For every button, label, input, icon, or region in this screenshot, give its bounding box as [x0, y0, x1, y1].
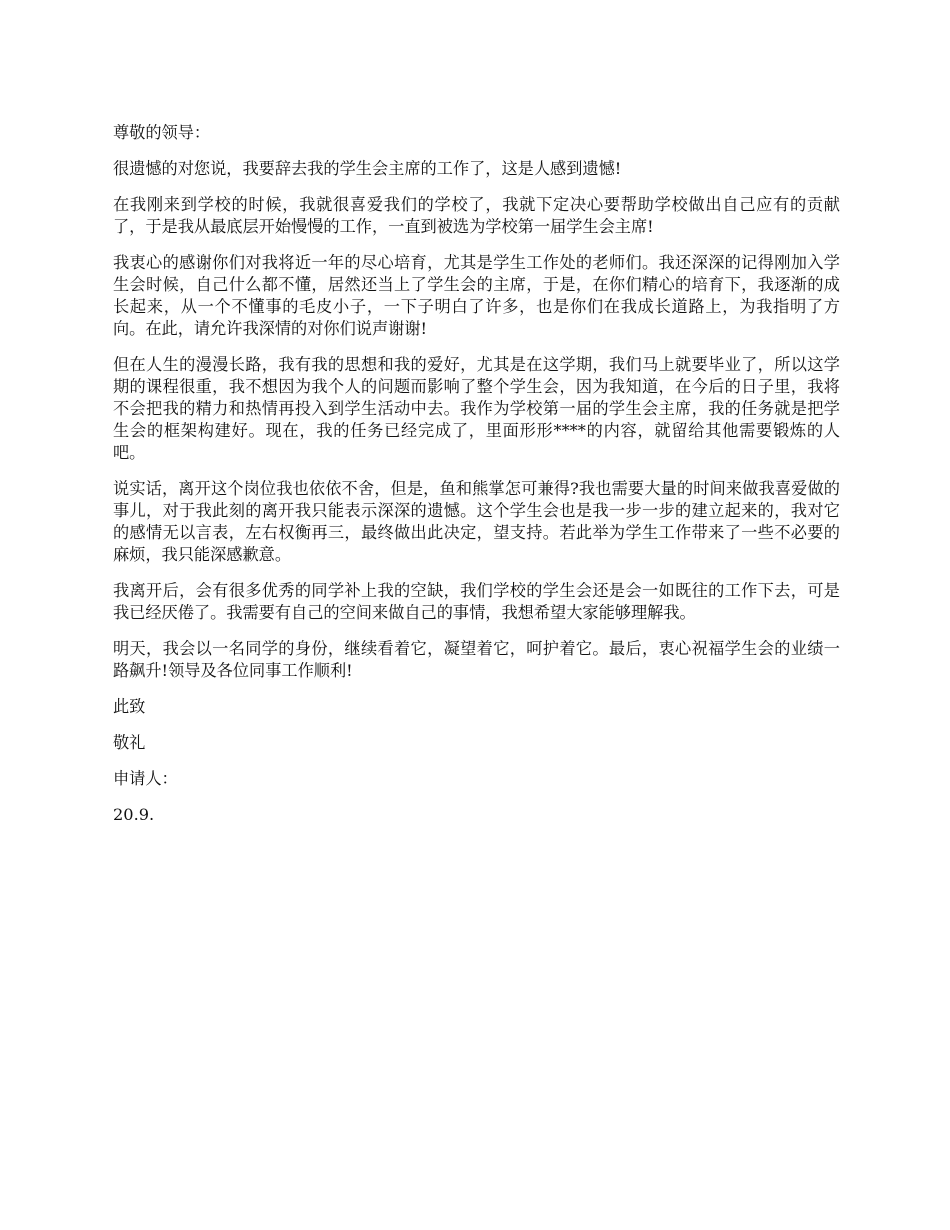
- date: 20.9.: [113, 805, 155, 824]
- paragraph-7: 明天，我会以一名同学的身份，继续看着它，凝望着它，呵护着它。最后，衷心祝福学生会的业绩一路飙升!领导及各位同事工作顺利!: [113, 639, 840, 680]
- paragraph-5: 说实话，离开这个岗位我也依依不舍，但是，鱼和熊掌怎可兼得?我也需要大量的时间来做我喜爱做的事儿，对于我此刻的离开我只能表示深深的遗憾。这个学生会也是我一步一步的建立起来的，我对它的感情无以言表，左右权衡再三，最终做出此决定，望支持。若此举为学生工作带来了一些不必要的麻烦，我只能深感歉意。: [113, 479, 840, 564]
- paragraph-4: 但在人生的漫漫长路，我有我的思想和我的爱好，尤其是在这学期，我们马上就要毕业了，所以这学期的课程很重，我不想因为我个人的问题而影响了整个学生会，因为我知道，在今后的日子里，我将不会把我的精力和热情再投入到学生活动中去。我作为学校第一届的学生会主席，我的任务就是把学生会的框架构建好。现在，我的任务已经完成了，里面形形****的内容，就留给其他需要锻炼的人吧。: [113, 355, 840, 462]
- salutation: 尊敬的领导：: [113, 123, 211, 142]
- paragraph-3: 我衷心的感谢你们对我将近一年的尽心培育，尤其是学生工作处的老师们。我还深深的记得刚加入学生会时候，自己什么都不懂，居然还当上了学生会的主席，于是，在你们精心的培育下，我逐渐的成长起来，从一个不懂事的毛皮小子，一下子明白了许多，也是你们在我成长道路上，为我指明了方向。在此，请允许我深情的对你们说声谢谢!: [113, 253, 840, 338]
- closing-jingli: 敬礼: [113, 733, 146, 752]
- paragraph-6: 我离开后，会有很多优秀的同学补上我的空缺，我们学校的学生会还是会一如既往的工作下去，可是我已经厌倦了。我需要有自己的空间来做自己的事情，我想希望大家能够理解我。: [113, 581, 840, 622]
- paragraph-1: 很遗憾的对您说，我要辞去我的学生会主席的工作了，这是人感到遗憾!: [113, 159, 622, 178]
- paragraph-2: 在我刚来到学校的时候，我就很喜爱我们的学校了，我就下定决心要帮助学校做出自己应有的贡献了，于是我从最底层开始慢慢的工作，一直到被选为学校第一届学生会主席!: [113, 195, 840, 236]
- letter-body: [113, 122, 840, 840]
- closing-cizhi: 此致: [113, 697, 146, 716]
- applicant-label: 申请人：: [113, 769, 178, 788]
